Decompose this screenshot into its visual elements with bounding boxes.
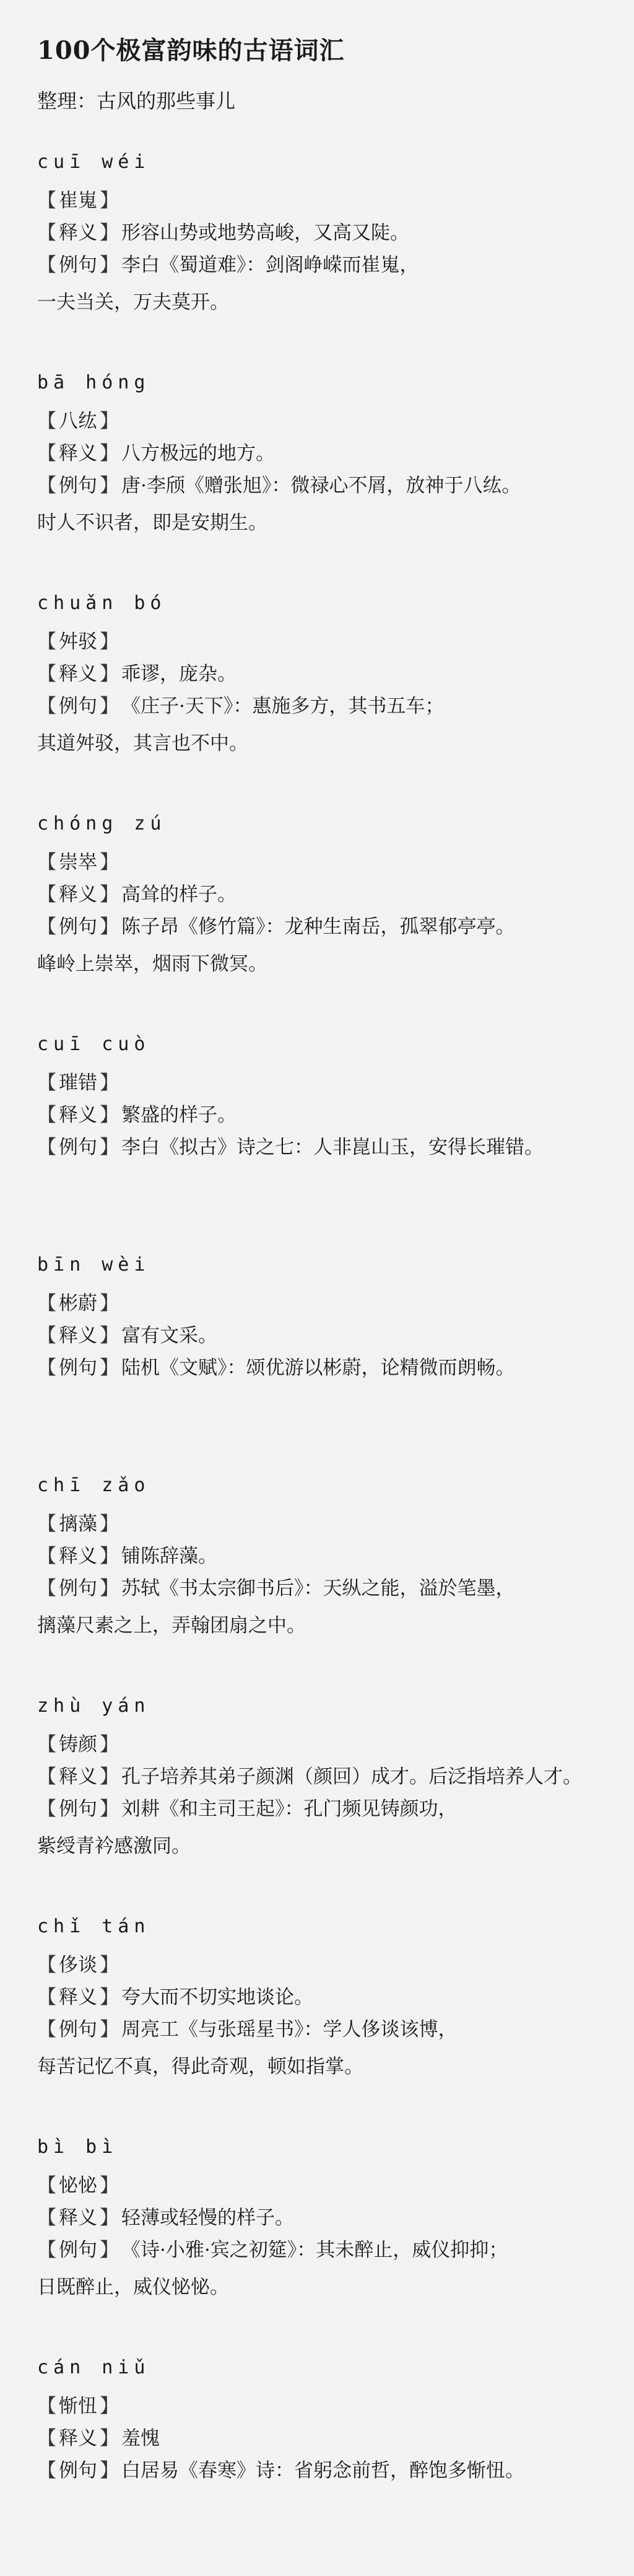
entry-example-continued: 时人不识者，即是安期生。 bbox=[37, 512, 267, 534]
bracket-open: 【 bbox=[37, 1357, 56, 1379]
bracket-open: 【 bbox=[37, 1986, 56, 2009]
entry-meaning: 轻薄或轻慢的样子。 bbox=[121, 2207, 294, 2229]
entry-word-line bbox=[37, 626, 634, 658]
entry-word: 崇崒 bbox=[59, 851, 97, 874]
entry-example: 陆机《文赋》：颂优游以彬蔚，论精微而朗畅。 bbox=[121, 1357, 515, 1379]
bracket-close: 】 bbox=[100, 1798, 119, 1820]
entry-meaning: 八方极远的地方。 bbox=[121, 442, 275, 465]
bracket-open: 【 bbox=[37, 410, 56, 432]
meaning-label: 释义 bbox=[59, 2427, 97, 2450]
entry-example-continued: 摛藻尺素之上，弄翰团扇之中。 bbox=[37, 1614, 306, 1637]
bracket-close: 】 bbox=[100, 1766, 119, 1788]
entry-example-continued: 一夫当关，万夫莫开。 bbox=[37, 291, 229, 313]
entry-meaning-line bbox=[37, 1981, 634, 2013]
example-label: 例句 bbox=[59, 475, 97, 497]
entry-example: 李白《蜀道难》：剑阁峥嵘而崔嵬， bbox=[121, 254, 419, 276]
bracket-open: 【 bbox=[37, 2239, 56, 2261]
entry-example-line bbox=[37, 2234, 634, 2266]
entry-meaning: 铺陈辞藻。 bbox=[121, 1545, 217, 1567]
bracket-close: 】 bbox=[100, 1545, 119, 1567]
entry-pinyin: bā hóng bbox=[37, 372, 150, 393]
bracket-open: 【 bbox=[37, 1072, 56, 1094]
entry-pinyin: chǐ tán bbox=[37, 1916, 150, 1937]
entry-word-line bbox=[37, 2170, 634, 2202]
bracket-close: 】 bbox=[100, 695, 119, 717]
vocabulary-entry bbox=[37, 1032, 634, 1253]
bracket-open: 【 bbox=[37, 2175, 56, 2197]
bracket-open: 【 bbox=[37, 190, 56, 212]
bracket-open: 【 bbox=[37, 2018, 56, 2041]
entry-example: 苏轼《书太宗御书后》：天纵之能，溢於笔墨， bbox=[121, 1577, 515, 1600]
vocabulary-entry bbox=[37, 812, 634, 1032]
bracket-close: 】 bbox=[100, 1136, 119, 1159]
example-label: 例句 bbox=[59, 254, 97, 276]
entry-example-line bbox=[37, 1131, 634, 1163]
example-label: 例句 bbox=[59, 695, 97, 717]
bracket-close: 】 bbox=[100, 2239, 119, 2261]
bracket-close: 】 bbox=[100, 1954, 119, 1976]
entry-word-line bbox=[37, 2390, 634, 2422]
entry-word-line bbox=[37, 1508, 634, 1540]
example-label: 例句 bbox=[59, 1798, 97, 1820]
bracket-close: 】 bbox=[100, 475, 119, 497]
entry-example-continued: 紫绶青衿感激同。 bbox=[37, 1835, 191, 1857]
bracket-close: 】 bbox=[100, 2018, 119, 2041]
entry-example-line bbox=[37, 911, 634, 943]
entry-word: 铸颜 bbox=[59, 1733, 97, 1756]
entry-meaning-line bbox=[37, 2202, 634, 2234]
page-subtitle: 整理：古风的那些事儿 bbox=[37, 89, 236, 113]
entry-word: 惭忸 bbox=[59, 2395, 97, 2417]
entry-word-line bbox=[37, 405, 634, 437]
vocabulary-entry bbox=[37, 1253, 634, 1473]
entry-meaning: 羞愧 bbox=[121, 2427, 160, 2450]
bracket-open: 【 bbox=[37, 851, 56, 874]
entry-word: 彬蔚 bbox=[59, 1292, 97, 1315]
bracket-close: 】 bbox=[100, 1577, 119, 1600]
example-label: 例句 bbox=[59, 2239, 97, 2261]
entry-meaning-line bbox=[37, 1540, 634, 1572]
bracket-open: 【 bbox=[37, 2460, 56, 2482]
entry-example-line bbox=[37, 1572, 634, 1605]
example-label: 例句 bbox=[59, 2018, 97, 2041]
entry-meaning-line bbox=[37, 2422, 634, 2455]
bracket-open: 【 bbox=[37, 1798, 56, 1820]
entry-example: 《庄子·天下》：惠施多方，其书五车； bbox=[121, 695, 445, 717]
vocabulary-entry bbox=[37, 1694, 634, 1914]
bracket-open: 【 bbox=[37, 2207, 56, 2229]
entry-meaning: 高耸的样子。 bbox=[121, 883, 237, 906]
entry-example-continued: 峰岭上崇崒，烟雨下微冥。 bbox=[37, 953, 267, 975]
entry-meaning-line bbox=[37, 1099, 634, 1131]
vocabulary-entry bbox=[37, 2355, 634, 2576]
bracket-close: 】 bbox=[100, 1072, 119, 1094]
vocabulary-list bbox=[37, 150, 634, 2576]
example-label: 例句 bbox=[59, 1357, 97, 1379]
bracket-close: 】 bbox=[100, 410, 119, 432]
bracket-close: 】 bbox=[100, 2175, 119, 2197]
example-label: 例句 bbox=[59, 916, 97, 938]
entry-meaning-line bbox=[37, 437, 634, 470]
bracket-open: 【 bbox=[37, 663, 56, 685]
entry-meaning: 形容山势或地势高峻，又高又陡。 bbox=[121, 222, 409, 244]
vocabulary-entry bbox=[37, 1473, 634, 1694]
bracket-open: 【 bbox=[37, 695, 56, 717]
entry-example-continued: 每苦记忆不真，得此奇观，顿如指掌。 bbox=[37, 2056, 363, 2078]
meaning-label: 释义 bbox=[59, 1325, 97, 1347]
entry-word: 舛驳 bbox=[59, 631, 97, 653]
entry-example-line bbox=[37, 2013, 634, 2046]
vocabulary-entry bbox=[37, 2135, 634, 2355]
meaning-label: 释义 bbox=[59, 1986, 97, 2009]
entry-meaning: 夸大而不切实地谈论。 bbox=[121, 1986, 313, 2009]
entry-example: 陈子昂《修竹篇》：龙种生南岳，孤翠郁亭亭。 bbox=[121, 916, 515, 938]
entry-pinyin: cán niǔ bbox=[37, 2357, 150, 2378]
entry-word-line bbox=[37, 1067, 634, 1099]
entry-example-line bbox=[37, 1352, 634, 1384]
meaning-label: 释义 bbox=[59, 2207, 97, 2229]
bracket-open: 【 bbox=[37, 916, 56, 938]
entry-meaning-line bbox=[37, 658, 634, 690]
entry-pinyin: cuī wéi bbox=[37, 151, 150, 173]
entry-example: 周亮工《与张瑶星书》：学人侈谈该博， bbox=[121, 2018, 458, 2041]
entry-word: 怭怭 bbox=[59, 2175, 97, 2197]
bracket-open: 【 bbox=[37, 1104, 56, 1126]
entry-example-line bbox=[37, 690, 634, 722]
entry-example-line bbox=[37, 470, 634, 502]
bracket-close: 】 bbox=[100, 222, 119, 244]
entry-pinyin: zhù yán bbox=[37, 1695, 150, 1717]
bracket-open: 【 bbox=[37, 1954, 56, 1976]
example-label: 例句 bbox=[59, 1577, 97, 1600]
bracket-close: 】 bbox=[100, 851, 119, 874]
vocabulary-entry bbox=[37, 370, 634, 591]
entry-pinyin: bì bì bbox=[37, 2136, 118, 2158]
bracket-open: 【 bbox=[37, 1577, 56, 1600]
entry-meaning: 乖谬，庞杂。 bbox=[121, 663, 237, 685]
entry-word: 侈谈 bbox=[59, 1954, 97, 1976]
bracket-close: 】 bbox=[100, 663, 119, 685]
vocabulary-entry bbox=[37, 591, 634, 812]
bracket-close: 】 bbox=[100, 2207, 119, 2229]
meaning-label: 释义 bbox=[59, 442, 97, 465]
entry-meaning: 富有文采。 bbox=[121, 1325, 217, 1347]
bracket-open: 【 bbox=[37, 222, 56, 244]
entry-example: 李白《拟古》诗之七：人非崑山玉，安得长璀错。 bbox=[121, 1136, 544, 1159]
entry-word-line bbox=[37, 185, 634, 217]
bracket-close: 】 bbox=[100, 190, 119, 212]
entry-example-line bbox=[37, 1793, 634, 1825]
entry-meaning-line bbox=[37, 1320, 634, 1352]
entry-example: 白居易《春寒》诗：省躬念前哲，醉饱多惭忸。 bbox=[121, 2460, 524, 2482]
entry-word: 八纮 bbox=[59, 410, 97, 432]
entry-example: 刘耕《和主司王起》：孔门频见铸颜功， bbox=[121, 1798, 458, 1820]
entry-word: 璀错 bbox=[59, 1072, 97, 1094]
entry-word-line bbox=[37, 1949, 634, 1981]
entry-example: 唐·李颀《赠张旭》：微禄心不屑，放神于八纮。 bbox=[121, 475, 521, 497]
bracket-open: 【 bbox=[37, 1292, 56, 1315]
bracket-close: 】 bbox=[100, 1104, 119, 1126]
bracket-close: 】 bbox=[100, 1513, 119, 1535]
bracket-close: 】 bbox=[100, 2395, 119, 2417]
bracket-open: 【 bbox=[37, 1766, 56, 1788]
bracket-open: 【 bbox=[37, 254, 56, 276]
entry-word-line bbox=[37, 1287, 634, 1320]
bracket-close: 】 bbox=[100, 1733, 119, 1756]
meaning-label: 释义 bbox=[59, 883, 97, 906]
bracket-open: 【 bbox=[37, 475, 56, 497]
vocabulary-entry bbox=[37, 150, 634, 370]
example-label: 例句 bbox=[59, 1136, 97, 1159]
entry-pinyin: chóng zú bbox=[37, 813, 167, 835]
meaning-label: 释义 bbox=[59, 663, 97, 685]
bracket-open: 【 bbox=[37, 1136, 56, 1159]
entry-word: 摛藻 bbox=[59, 1513, 97, 1535]
bracket-open: 【 bbox=[37, 1325, 56, 1347]
entry-meaning-line bbox=[37, 1761, 634, 1793]
entry-pinyin: chī zǎo bbox=[37, 1474, 150, 1496]
bracket-close: 】 bbox=[100, 1292, 119, 1315]
bracket-open: 【 bbox=[37, 442, 56, 465]
bracket-open: 【 bbox=[37, 883, 56, 906]
bracket-open: 【 bbox=[37, 1513, 56, 1535]
bracket-close: 】 bbox=[100, 883, 119, 906]
bracket-close: 】 bbox=[100, 254, 119, 276]
vocabulary-entry bbox=[37, 1914, 634, 2135]
entry-word: 崔嵬 bbox=[59, 190, 97, 212]
entry-meaning-line bbox=[37, 217, 634, 249]
bracket-close: 】 bbox=[100, 2460, 119, 2482]
entry-meaning: 繁盛的样子。 bbox=[121, 1104, 237, 1126]
bracket-close: 】 bbox=[100, 916, 119, 938]
bracket-close: 】 bbox=[100, 1325, 119, 1347]
meaning-label: 释义 bbox=[59, 1104, 97, 1126]
entry-example-continued: 其道舛驳，其言也不中。 bbox=[37, 732, 248, 755]
entry-example-line bbox=[37, 249, 634, 281]
entry-pinyin: bīn wèi bbox=[37, 1254, 150, 1276]
bracket-open: 【 bbox=[37, 1733, 56, 1756]
entry-example-line bbox=[37, 2455, 634, 2487]
bracket-open: 【 bbox=[37, 1545, 56, 1567]
bracket-close: 】 bbox=[100, 2427, 119, 2450]
entry-example: 《诗·小雅·宾之初筵》：其未醉止，威仪抑抑； bbox=[121, 2239, 508, 2261]
bracket-open: 【 bbox=[37, 2427, 56, 2450]
entry-example-continued: 日既醉止，威仪怭怭。 bbox=[37, 2276, 229, 2298]
meaning-label: 释义 bbox=[59, 1545, 97, 1567]
entry-pinyin: chuǎn bó bbox=[37, 592, 167, 614]
entry-pinyin: cuī cuò bbox=[37, 1033, 150, 1055]
bracket-close: 】 bbox=[100, 442, 119, 465]
bracket-close: 】 bbox=[100, 1986, 119, 2009]
meaning-label: 释义 bbox=[59, 1766, 97, 1788]
entry-meaning-line bbox=[37, 878, 634, 911]
bracket-open: 【 bbox=[37, 2395, 56, 2417]
bracket-close: 】 bbox=[100, 631, 119, 653]
entry-word-line bbox=[37, 846, 634, 878]
example-label: 例句 bbox=[59, 2460, 97, 2482]
page-title: 100个极富韵味的古语词汇 bbox=[37, 36, 345, 65]
bracket-open: 【 bbox=[37, 631, 56, 653]
meaning-label: 释义 bbox=[59, 222, 97, 244]
entry-word-line bbox=[37, 1728, 634, 1761]
entry-meaning: 孔子培养其弟子颜渊（颜回）成才。后泛指培养人才。 bbox=[121, 1766, 582, 1788]
bracket-close: 】 bbox=[100, 1357, 119, 1379]
